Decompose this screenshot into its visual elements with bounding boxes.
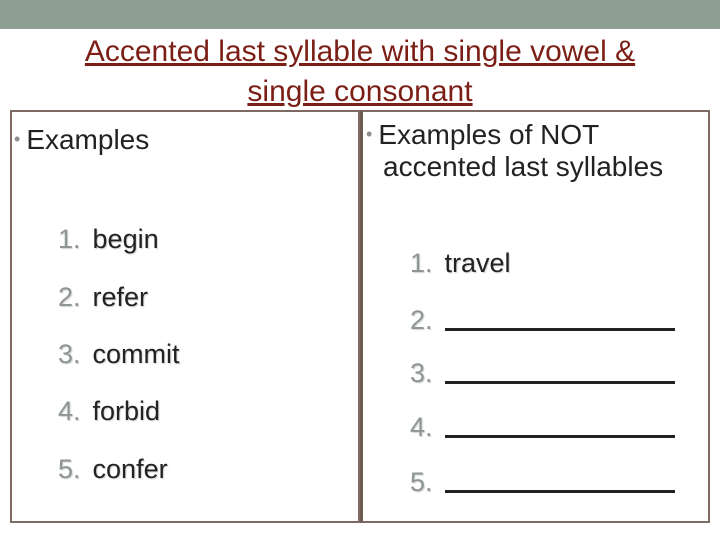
- list-item: [410, 357, 675, 389]
- non-examples-heading-line-1: Examples of NOT: [378, 119, 600, 150]
- item-word: confer: [92, 454, 168, 484]
- item-word: refer: [92, 282, 149, 312]
- item-word: begin: [92, 224, 159, 254]
- title-line-1: Accented last syllable with single vowel &: [84, 35, 636, 68]
- list-item: [58, 281, 148, 313]
- item-number: 5.: [58, 454, 81, 484]
- answer-blank: [445, 413, 675, 438]
- item-word: commit: [92, 339, 180, 369]
- bullet-icon: •: [14, 129, 21, 149]
- answer-blank: [445, 468, 675, 493]
- non-examples-heading: [366, 118, 663, 183]
- list-item: [410, 304, 675, 336]
- examples-heading: [14, 123, 149, 156]
- item-number: 4.: [410, 412, 433, 442]
- slide-title: [0, 32, 720, 112]
- item-word: forbid: [92, 396, 161, 426]
- item-number: 3.: [58, 339, 81, 369]
- item-number: 5.: [410, 467, 433, 497]
- list-item: [410, 247, 511, 279]
- item-number: 3.: [410, 358, 433, 388]
- list-item: [410, 411, 675, 443]
- answer-blank: [445, 359, 675, 384]
- list-item: [58, 223, 159, 255]
- bullet-icon: •: [366, 124, 373, 144]
- item-number: 1.: [410, 248, 433, 278]
- non-examples-heading-line-2: accented last syllables: [383, 151, 664, 182]
- item-number: 2.: [410, 305, 433, 335]
- item-number: 2.: [58, 282, 81, 312]
- top-accent-bar: [0, 0, 720, 29]
- list-item: [58, 338, 180, 370]
- title-line-2: single consonant: [247, 75, 473, 108]
- list-item: [58, 453, 168, 485]
- item-word: travel: [444, 248, 511, 278]
- list-item: [410, 466, 675, 498]
- item-number: 1.: [58, 224, 81, 254]
- item-number: 4.: [58, 396, 81, 426]
- examples-heading-text: Examples: [26, 124, 150, 155]
- answer-blank: [445, 306, 675, 331]
- list-item: [58, 395, 160, 427]
